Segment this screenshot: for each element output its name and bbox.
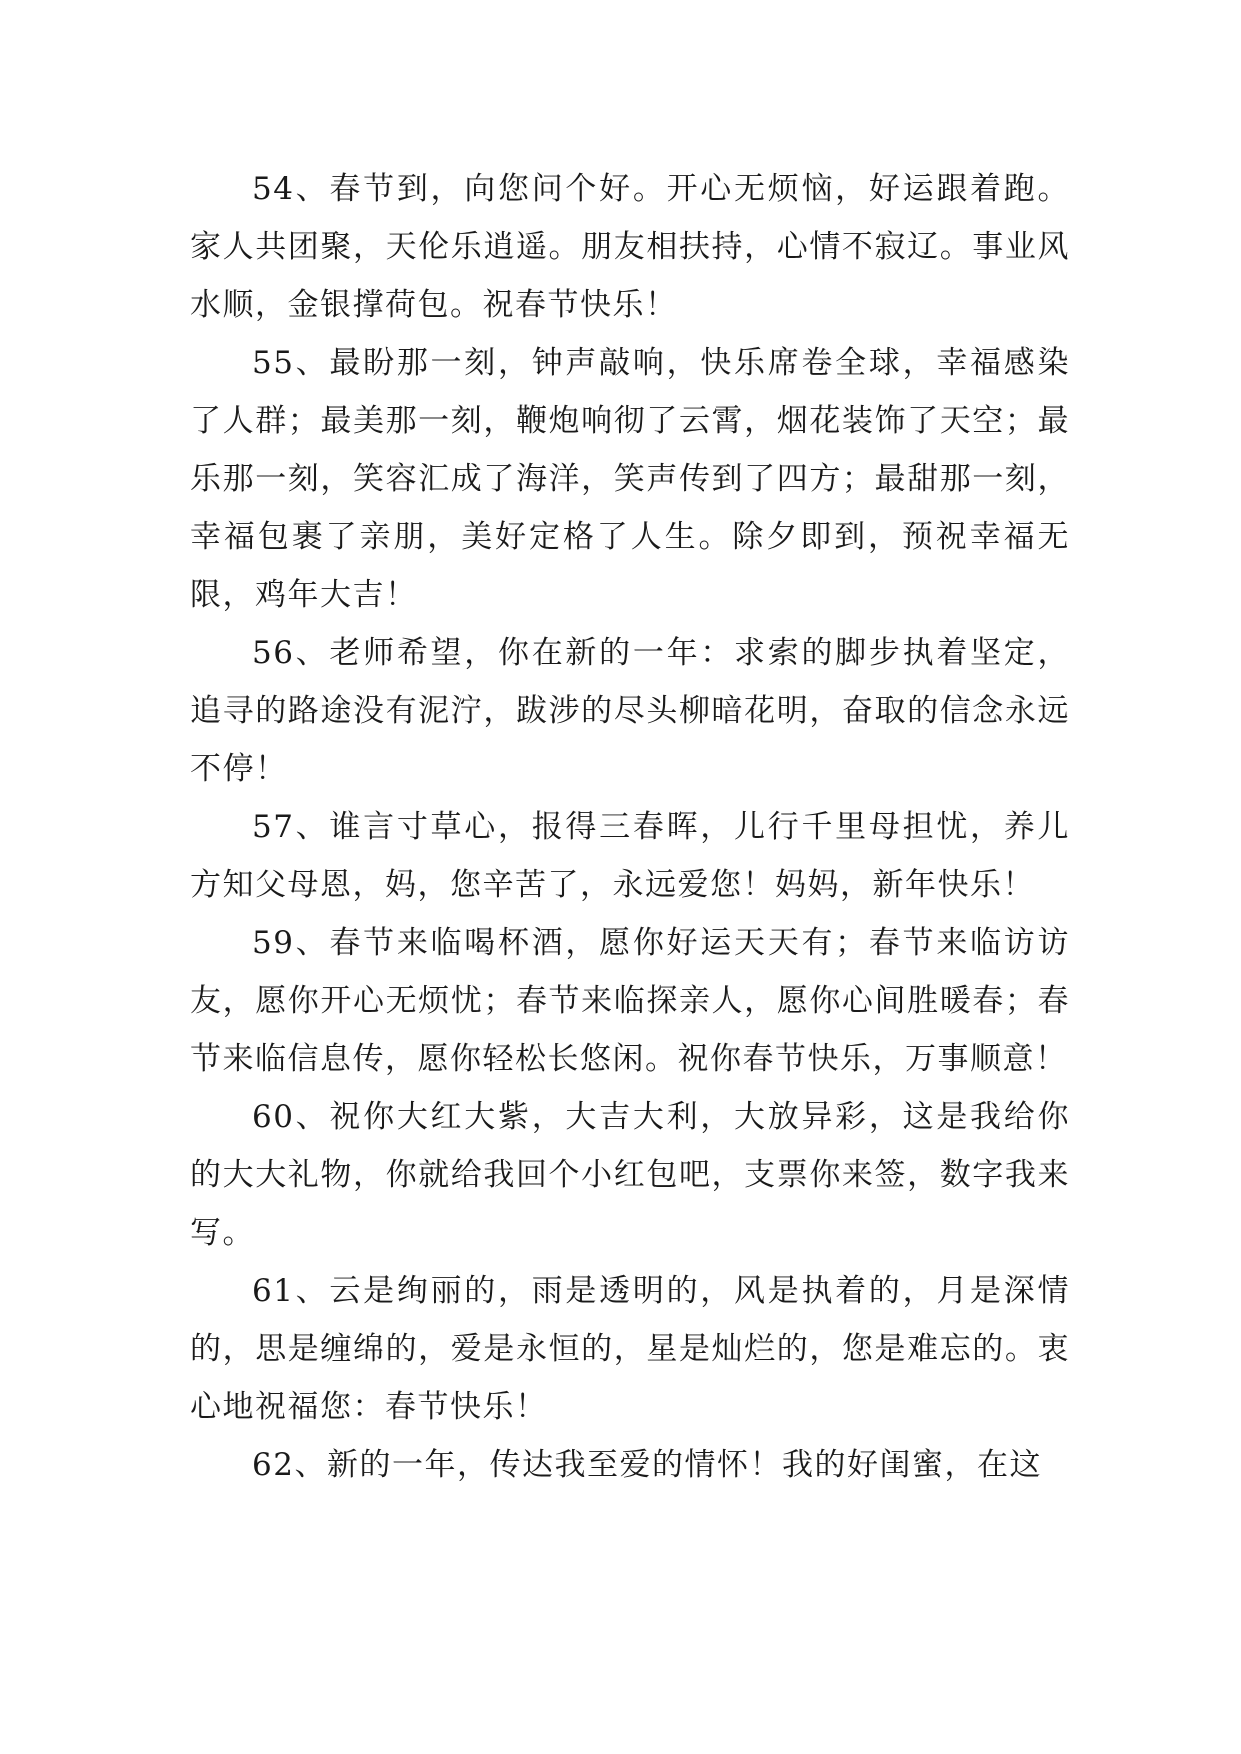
paragraph-55: 55、最盼那一刻，钟声敲响，快乐席卷全球，幸福感染了人群；最美那一刻，鞭炮响彻了云霄，烟花装饰了天空；最乐那一刻，笑容汇成了海洋，笑声传到了四方；最甜那一刻，幸福包裹了亲朋，美好定格了人生。除夕即到，预祝幸福无限，鸡年大吉！ [190, 345, 1070, 613]
paragraph-60: 60、祝你大红大紫，大吉大利，大放异彩，这是我给你的大大礼物，你就给我回个小红包吧，支票你来签，数字我来写。 [190, 1099, 1070, 1251]
paragraph-59: 59、春节来临喝杯酒，愿你好运天天有；春节来临访访友，愿你开心无烦忧；春节来临探亲人，愿你心间胜暖春；春节来临信息传，愿你轻松长悠闲。祝你春节快乐，万事顺意！ [190, 925, 1070, 1077]
paragraph-54: 54、春节到，向您问个好。开心无烦恼，好运跟着跑。家人共团聚，天伦乐逍遥。朋友相扶持，心情不寂辽。事业风水顺，金银撑荷包。祝春节快乐！ [190, 171, 1070, 323]
document-body [190, 160, 1070, 1494]
paragraph-56: 56、老师希望，你在新的一年：求索的脚步执着坚定，追寻的路途没有泥泞，跋涉的尽头柳暗花明，奋取的信念永远不停！ [190, 635, 1070, 787]
paragraph-62: 62、新的一年，传达我至爱的情怀！我的好闺蜜，在这 [252, 1447, 1042, 1483]
paragraph-57: 57、谁言寸草心，报得三春晖，儿行千里母担忧，养儿方知父母恩，妈，您辛苦了，永远爱您！妈妈，新年快乐！ [190, 809, 1070, 903]
paragraph-61: 61、云是绚丽的，雨是透明的，风是执着的，月是深情的，思是缠绵的，爱是永恒的，星是灿烂的，您是难忘的。衷心地祝福您：春节快乐！ [190, 1273, 1070, 1425]
